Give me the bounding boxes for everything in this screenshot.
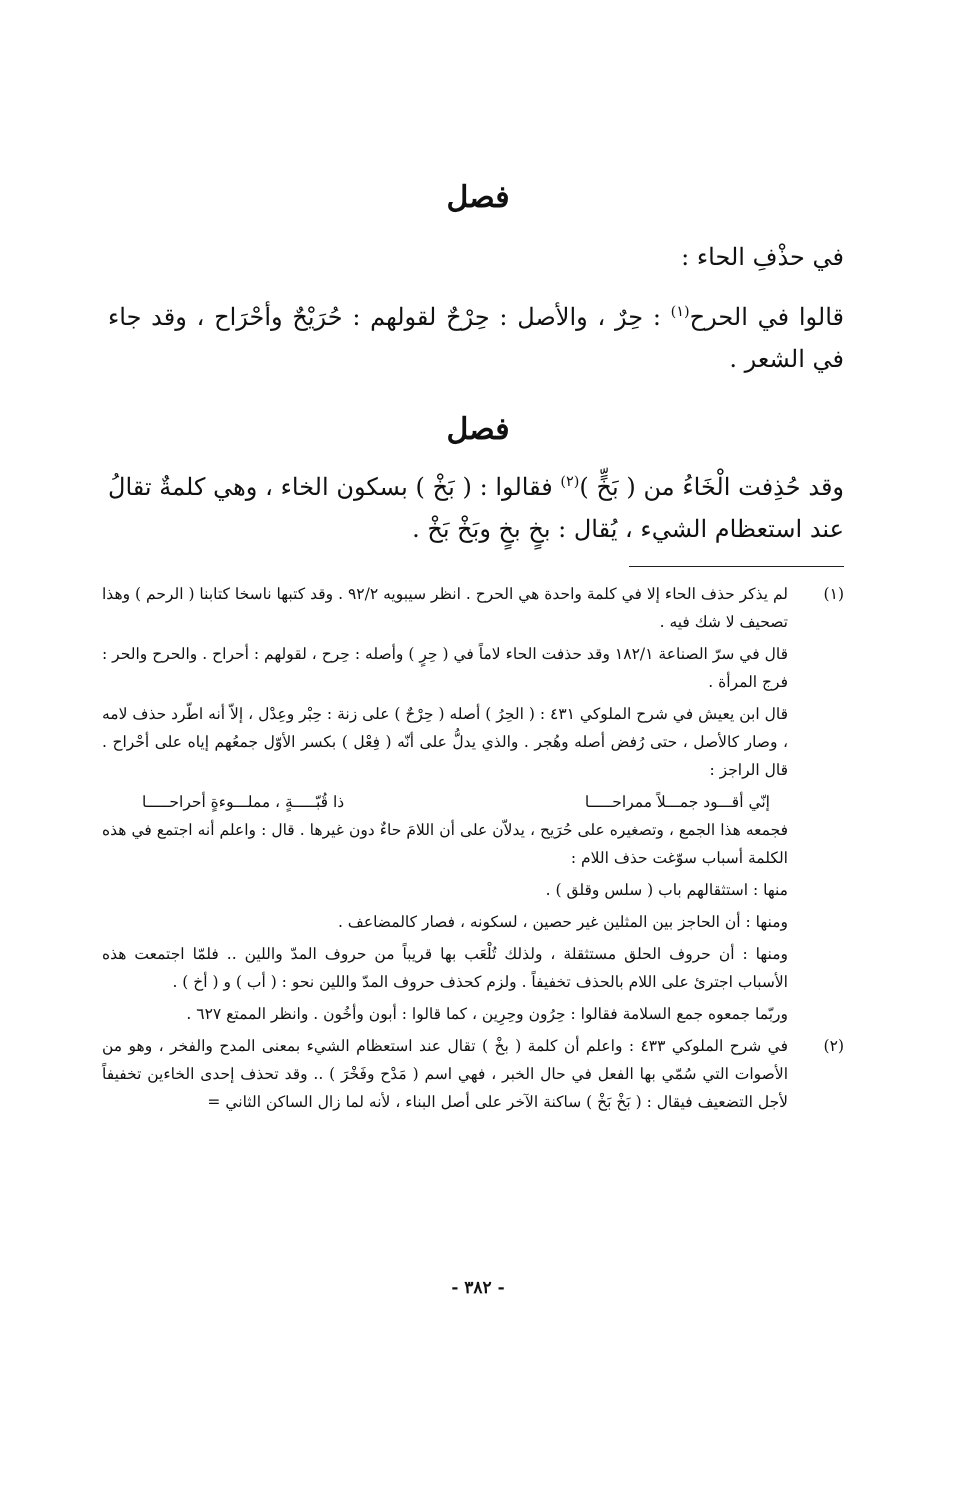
page-number: - ٣٨٢ - — [451, 1278, 505, 1298]
section-heading-1: فصل — [446, 180, 510, 215]
footnote-ref-1: (١) — [670, 304, 690, 320]
subheading-haa-deletion: في حذْفِ الحاء : — [681, 243, 844, 271]
paragraph-bakh — [108, 466, 844, 550]
footnotes — [102, 580, 844, 1120]
paragraph-harh — [108, 296, 844, 380]
footnote-1-para: ومنها : أن الحاجز بين المثلين غير حصين ، لسكونه ، فصار كالمضاعف . — [337, 913, 788, 931]
footnote-ref-2: (٢) — [560, 474, 580, 490]
footnote-1-para: لم يذكر حذف الحاء إلا في كلمة واحدة هي الحرح . انظر سيبويه ٩٢/٢ . وقد كتبها ناسخا كتابنا ( الرحم ) وهذا تصحيف لا شك فيه . — [102, 585, 788, 631]
verse-hemistich-first: إنّي أقـــود جمـــلاً ممراحـــــا — [584, 793, 770, 811]
footnote-1 — [102, 580, 844, 1028]
footnote-separator — [629, 566, 844, 567]
footnote-1-para: ومنها : أن حروف الحلق مستثقلة ، ولذلك تُلْعَب بها قريباً من حروف المدّ واللين .. فلمّا اجتمعت هذه الأسباب اجترئ على اللام بالحذف تخفيفاً . ولزم كحذف حروف المدّ واللين نحو : ( أب ) و ( أخ ) . — [102, 945, 788, 991]
paragraph-harh-lead: قالوا في الحرح — [689, 303, 844, 331]
verse-line — [102, 788, 788, 816]
verse-hemistich-second: ذا قُبّـــــةٍ ، مملـــوءةٍ أحراحـــــا — [142, 793, 345, 811]
footnote-2 — [102, 1032, 844, 1116]
footnote-1-para: وربّما جمعوه جمع السلامة فقالوا : حِرُون وحِرِين ، كما قالوا : أبون وأخُون . وانظر الممتع ٦٢٧ . — [186, 1005, 788, 1023]
footnote-1-para: قال ابن يعيش في شرح الملوكي ٤٣١ : ( الحِرُ ) أصله ( حِرْحٌ ) على زنة : حِبْر وعِدْل ، إلاّ أنه اطّرد حذف لامه ، وصار كالأصل ، حتى رُفض أصله وهُجر . والذي يدلُّ على أنّه ( فِعْل ) بكسر الأوّل جمعُهم إياه على أحْراح . قال الراجز : — [102, 705, 788, 779]
main-text-block-2 — [108, 466, 844, 550]
footnote-1-para: منها : استثقالهم باب ( سلس وقلق ) . — [545, 881, 788, 899]
footnote-1-number: (١) — [823, 585, 844, 603]
paragraph-harh-rest: : حِرٌ ، والأصل : حِرْحٌ لقولهم : حُرَيْحٌ وأحْرَاح ، وقد جاء في الشعر . — [108, 303, 844, 373]
footnote-2-number: (٢) — [823, 1037, 844, 1055]
paragraph-bakh-rest: فقالوا : ( بَخْ ) بسكون الخاء ، وهي كلمةٌ تقالُ عند استعظام الشيء ، يُقال : بخٍ بخٍ وبَخْ بَخْ . — [108, 473, 844, 543]
footnote-1-para: فجمعه هذا الجمع ، وتصغيره على حُرَيح ، يدلاّن على أن اللامَ حاءٌ دون غيرها . قال : واعلم أنه اجتمع في هذه الكلمة أسباب سوّغت حذف اللام : — [102, 821, 788, 867]
section-heading-2: فصل — [446, 412, 510, 447]
footnote-2-para: في شرح الملوكي ٤٣٣ : واعلم أن كلمة ( بخْ ) تقال عند استعظام الشيء بمعنى المدح والفخر ، وهو من الأصوات التي سُمّي بها الفعل في حال الخبر ، فهي اسم ( مَدْح وفَخْرَ ) .. وقد تحذف إحدى الخاءين تخفيفاً لأجل التضعيف فيقال : ( بَخْ بَخْ ) ساكنة الآخر على أصل البناء ، لأنه لما زال الساكن الثاني = — [102, 1037, 788, 1111]
main-text-block-1 — [108, 236, 844, 380]
footnote-1-para: قال في سرّ الصناعة ١٨٢/١ وقد حذفت الحاء لاماً في ( حِرٍ ) وأصله : حِرح ، لقولهم : أحراح . والحرح والحر : فرج المرأة . — [102, 645, 788, 691]
paragraph-bakh-lead: وقد حُذِفت الْخَاءُ من ( بَخٍّ ) — [579, 473, 845, 501]
